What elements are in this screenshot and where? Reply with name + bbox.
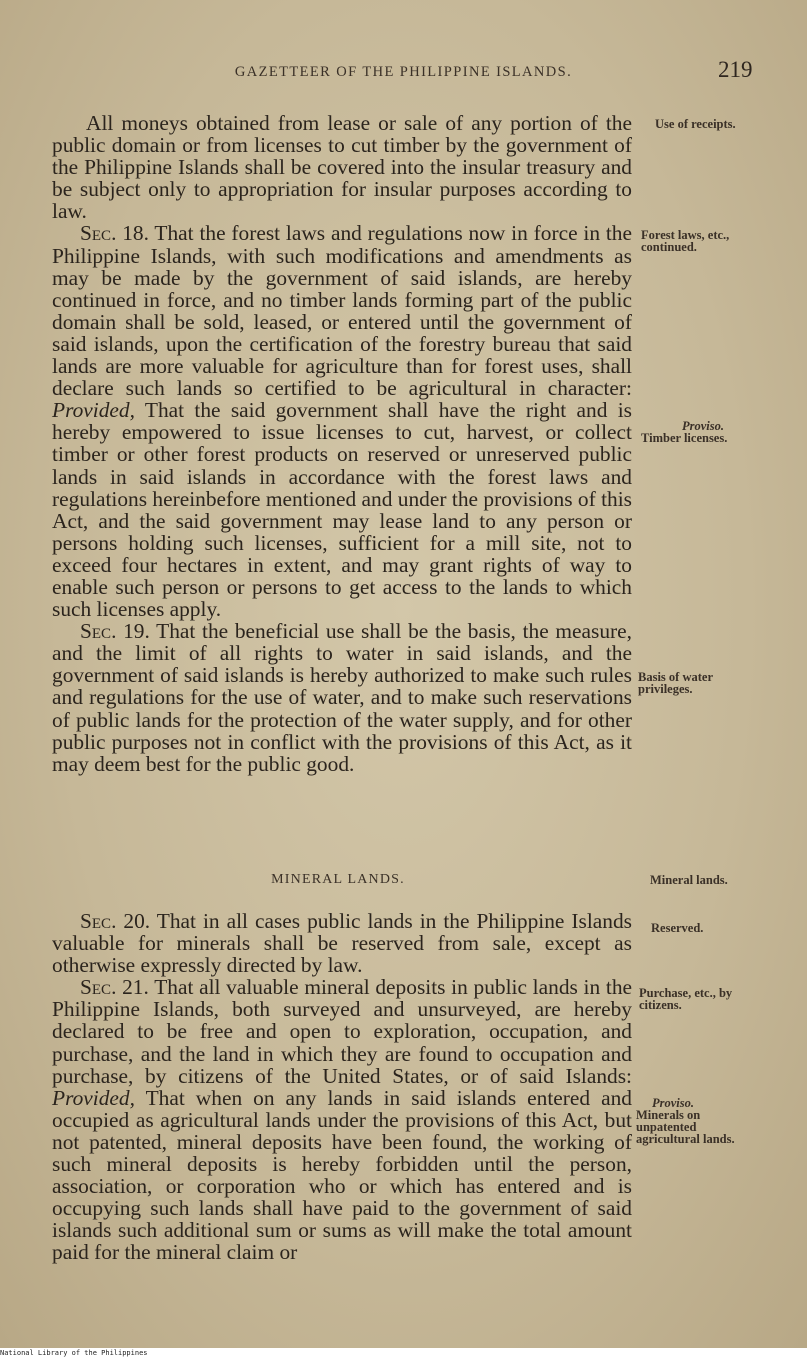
sec-19-text: That the beneficial use shall be the basis, the measure, and the limit of all rights to water in said islands, and the government of said islands is hereby authorized to make such rules and regulations for the use of water, and to make such reservations of public lands for the protection of the water supply, and for other public purposes not in conflict with the provisions of this Act, as it may deem best for the public good. [52,619,633,776]
proviso-1-label: Proviso. [682,419,725,433]
margin-note-timber-licenses: Timber licenses. [641,431,728,445]
sec-21-text-2: That when on any lands in said islands entered and occupied as agricultural lands under the provisions of this Act, but not patented, mineral deposits have been found, the working of such mineral deposits is hereby forbidden until the person, association, or corporation who or which has entered and is occupying such lands shall have paid to the government of said islands such additional sum or sums as will make the total amount paid for the mineral claim or [52,1085,632,1265]
margin-note-minerals-unpatented: Minerals on unpatented agricultural lands. [636,1108,735,1146]
margin-note-reserved: Reserved. [651,921,704,935]
sec-19-label: Sec. 19. [80,619,150,644]
library-credit: National Library of the Philippines [0,1349,148,1357]
page-number: 219 [718,57,753,82]
margin-note-use-of-receipts: Use of receipts. [655,117,736,131]
sec-18-provided: Provided, [52,398,135,423]
paragraph-sec-21 [52,976,632,1263]
sec-21-provided: Provided, [52,1085,135,1110]
sec-21-label: Sec. 21. [80,975,149,1000]
paragraph-sec-18 [52,222,632,620]
margin-note-basis-water: Basis of water privileges. [638,670,713,696]
margin-note-mineral-lands: Mineral lands. [650,873,728,887]
sec-20-label: Sec. 20. [80,909,151,933]
sec-20-text: That in all cases public lands in the Philippine Islands valuable for minerals shall be reserved from sale, except as otherwise expressly directed by law. [52,909,632,978]
paragraph-sec-19 [52,620,632,775]
sec-18-text-2: That the said government shall have the right and is hereby empowered to issue licenses to cut, harvest, or collect timber or other forest products on reserved or unreserved public lands in said islands in accordance with the forest laws and regulations hereinbefore mentioned and under the provisions of this Act, and the said government may lease land to any person or persons holding such licenses, sufficient for a mill site, not to exceed four hectares in extent, and may grant rights of way to enable such person or persons to get access to the lands to which such licenses apply. [52,398,632,622]
margin-note-purchase: Purchase, etc., by citizens. [639,986,733,1012]
text-block-2 [52,910,632,1264]
margin-note-forest-laws: Forest laws, etc., continued. [641,228,730,254]
section-heading-mineral-lands: MINERAL LANDS. [271,872,405,887]
text-block-1 [52,112,632,775]
paragraph-sec-20 [52,910,632,976]
sec-18-label: Sec. 18. [80,221,149,246]
sec-18-text: That the forest laws and regulations now in force in the Philippine Islands, with such modifications and amendments as may be made by the government of said islands, are hereby continued in force, and no timber lands forming part of the public domain shall be sold, leased, or entered until the government of said islands, upon the certification of the forestry bureau that said lands are more valuable for agriculture than for forest uses, shall declare such lands so certified to be agricultural in character: [52,221,632,401]
running-title: GAZETTEER OF THE PHILIPPINE ISLANDS. [234,64,573,80]
paragraph-receipts: All moneys obtained from lease or sale of any portion of the public domain or from licenses to cut timber by the government of the Philippine Islands shall be covered into the insular treasury and be subject only to appropriation for insular purposes according to law. [52,111,632,224]
sec-21-text: That all valuable mineral deposits in public lands in the Philippine Islands, both surveyed and unsurveyed, are hereby declared to be free and open to exploration, occupation, and purchase, and the land in which they are found to occupation and purchase, by citizens of the United States, or of said Islands: [52,975,633,1088]
proviso-2-label: Proviso. [652,1096,695,1110]
